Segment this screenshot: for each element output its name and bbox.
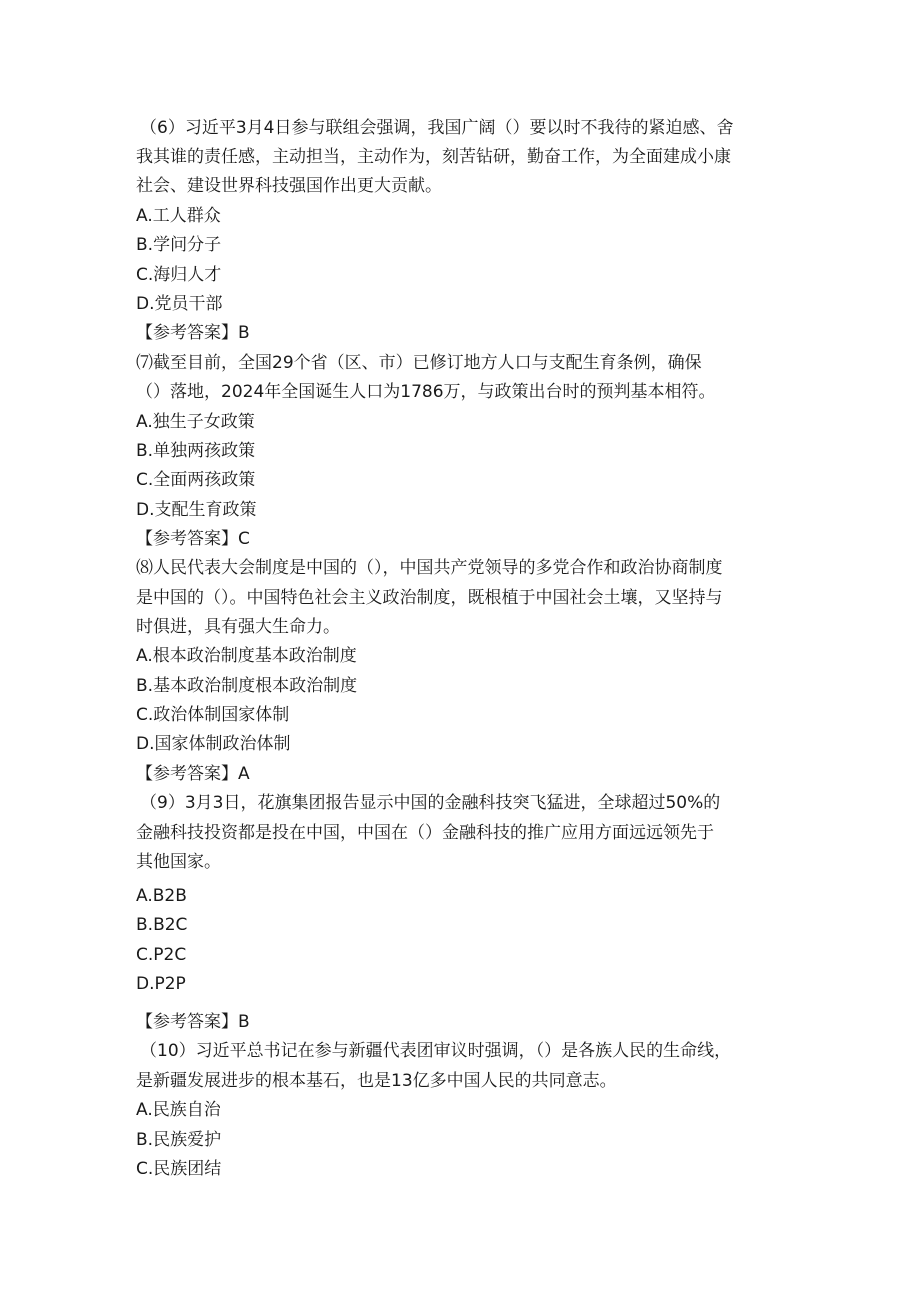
q8-option-b: B.基本政治制度根本政治制度 [136,676,358,696]
q6-line-1: （6）习近平3月4日参与联组会强调，我国广阔（）要以时不我待的紧迫感、舍 [140,118,734,138]
q7-option-d: D.支配生育政策 [136,500,257,520]
q9-option-d: D.P2P [136,974,186,994]
q8-line-3: 时俱进，具有强大生命力。 [136,617,340,637]
q7-answer: 【参考答案】C [136,529,250,549]
q6-answer: 【参考答案】B [136,323,250,343]
q10-option-c: C.民族团结 [136,1159,222,1179]
q8-option-c: C.政治体制国家体制 [136,705,290,725]
q6-option-d: D.党员干部 [136,294,223,314]
q10-line-2: 是新疆发展进步的根本基石，也是13亿多中国人民的共同意志。 [136,1071,617,1091]
q8-option-a: A.根本政治制度基本政治制度 [136,646,357,666]
q6-line-2: 我其谁的责任感，主动担当，主动作为，刻苦钻研，勤奋工作，为全面建成小康 [136,147,731,167]
q10-option-a: A.民族自治 [136,1100,221,1120]
q8-option-d: D.国家体制政治体制 [136,734,291,754]
q9-line-1: （9）3月3日，花旗集团报告显示中国的金融科技突飞猛进，全球超过50%的 [140,793,721,813]
q8-answer: 【参考答案】A [136,764,250,784]
q9-answer: 【参考答案】B [136,1012,250,1032]
q8-line-2: 是中国的（）。中国特色社会主义政治制度，既根植于中国社会土壤，又坚持与 [136,588,723,608]
q6-line-3: 社会、建设世界科技强国作出更大贡献。 [136,176,442,196]
q10-option-b: B.民族爱护 [136,1130,222,1150]
q9-option-b: B.B2C [136,915,188,935]
q6-option-b: B.学问分子 [136,235,222,255]
q7-option-a: A.独生子女政策 [136,412,255,432]
q9-option-a: A.B2B [136,886,187,906]
q9-option-c: C.P2C [136,945,187,965]
q6-option-a: A.工人群众 [136,206,221,226]
q9-line-3: 其他国家。 [136,852,221,872]
q7-option-b: B.单独两孩政策 [136,441,256,461]
q8-line-1: ⑻人民代表大会制度是中国的（），中国共产党领导的多党合作和政治协商制度 [136,558,723,578]
q9-line-2: 金融科技投资都是投在中国，中国在（）金融科技的推广应用方面远远领先于 [136,823,714,843]
q7-line-2: （）落地，2024年全国诞生人口为1786万，与政策出台时的预判基本相符。 [136,382,716,402]
q10-line-1: （10）习近平总书记在参与新疆代表团审议时强调，（）是各族人民的生命线， [140,1041,732,1061]
q7-line-1: ⑺截至目前，全国29个省（区、市）已修订地方人口与支配生育条例，确保 [136,353,702,373]
q7-option-c: C.全面两孩政策 [136,470,256,490]
q6-option-c: C.海归人才 [136,265,222,285]
